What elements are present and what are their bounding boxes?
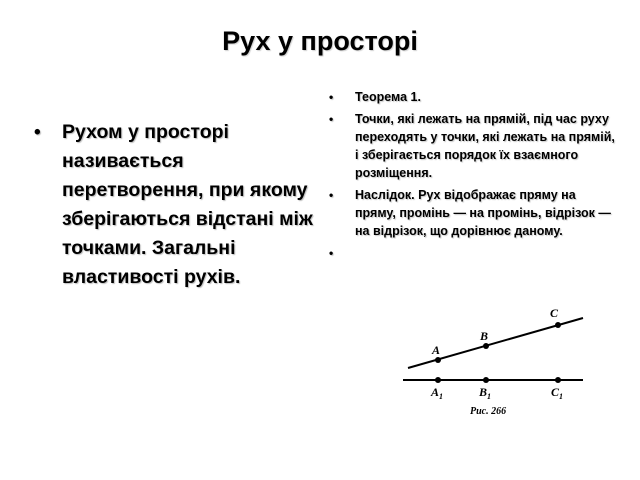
point-c xyxy=(555,322,561,328)
slide-title: Рух у просторі xyxy=(222,26,418,56)
point-c1 xyxy=(555,377,561,383)
point-a xyxy=(435,357,441,363)
right-bullet-list xyxy=(329,88,619,260)
point-b xyxy=(483,343,489,349)
bullet-icon: • xyxy=(34,122,41,143)
bullet-icon: • xyxy=(329,246,334,260)
label-b: B xyxy=(480,329,489,343)
label-c: C xyxy=(550,306,559,320)
point-a1 xyxy=(435,377,441,383)
right-bullet-item xyxy=(329,110,619,182)
label-a1: $A_1$ xyxy=(431,385,444,401)
theorem-text: Точки, які лежать на прямій, під час руху переходять у точки, які лежать на прямій, і зберігається порядок їх взаємного розміщення. xyxy=(355,112,615,180)
figure-caption: Рис. 266 xyxy=(470,406,507,417)
bullet-icon: • xyxy=(329,90,334,104)
motion-figure xyxy=(398,300,598,420)
right-column xyxy=(329,88,619,260)
label-a: A xyxy=(432,343,441,357)
right-bullet-item xyxy=(329,186,619,240)
corollary-text: Наслідок. Рух відображає пряму на пряму, промінь — на промінь, відрізок — на відрізок, що дорівнює даному. xyxy=(355,188,611,238)
label-b1: $B_1$ xyxy=(479,385,492,401)
point-b1 xyxy=(483,377,489,383)
definition-text: Рухом у просторі називається перетворення, при якому зберігаються відстані між точками. Загальні властивості рухів. xyxy=(62,121,313,288)
left-column xyxy=(34,118,324,292)
right-bullet-item xyxy=(329,88,619,106)
bullet-icon: • xyxy=(329,188,334,202)
theorem-heading: Теорема 1. xyxy=(355,90,421,104)
left-bullet-list xyxy=(34,118,324,292)
left-bullet-item xyxy=(34,118,324,292)
bullet-icon: • xyxy=(329,112,334,126)
label-c1: $C_1$ xyxy=(551,385,564,401)
